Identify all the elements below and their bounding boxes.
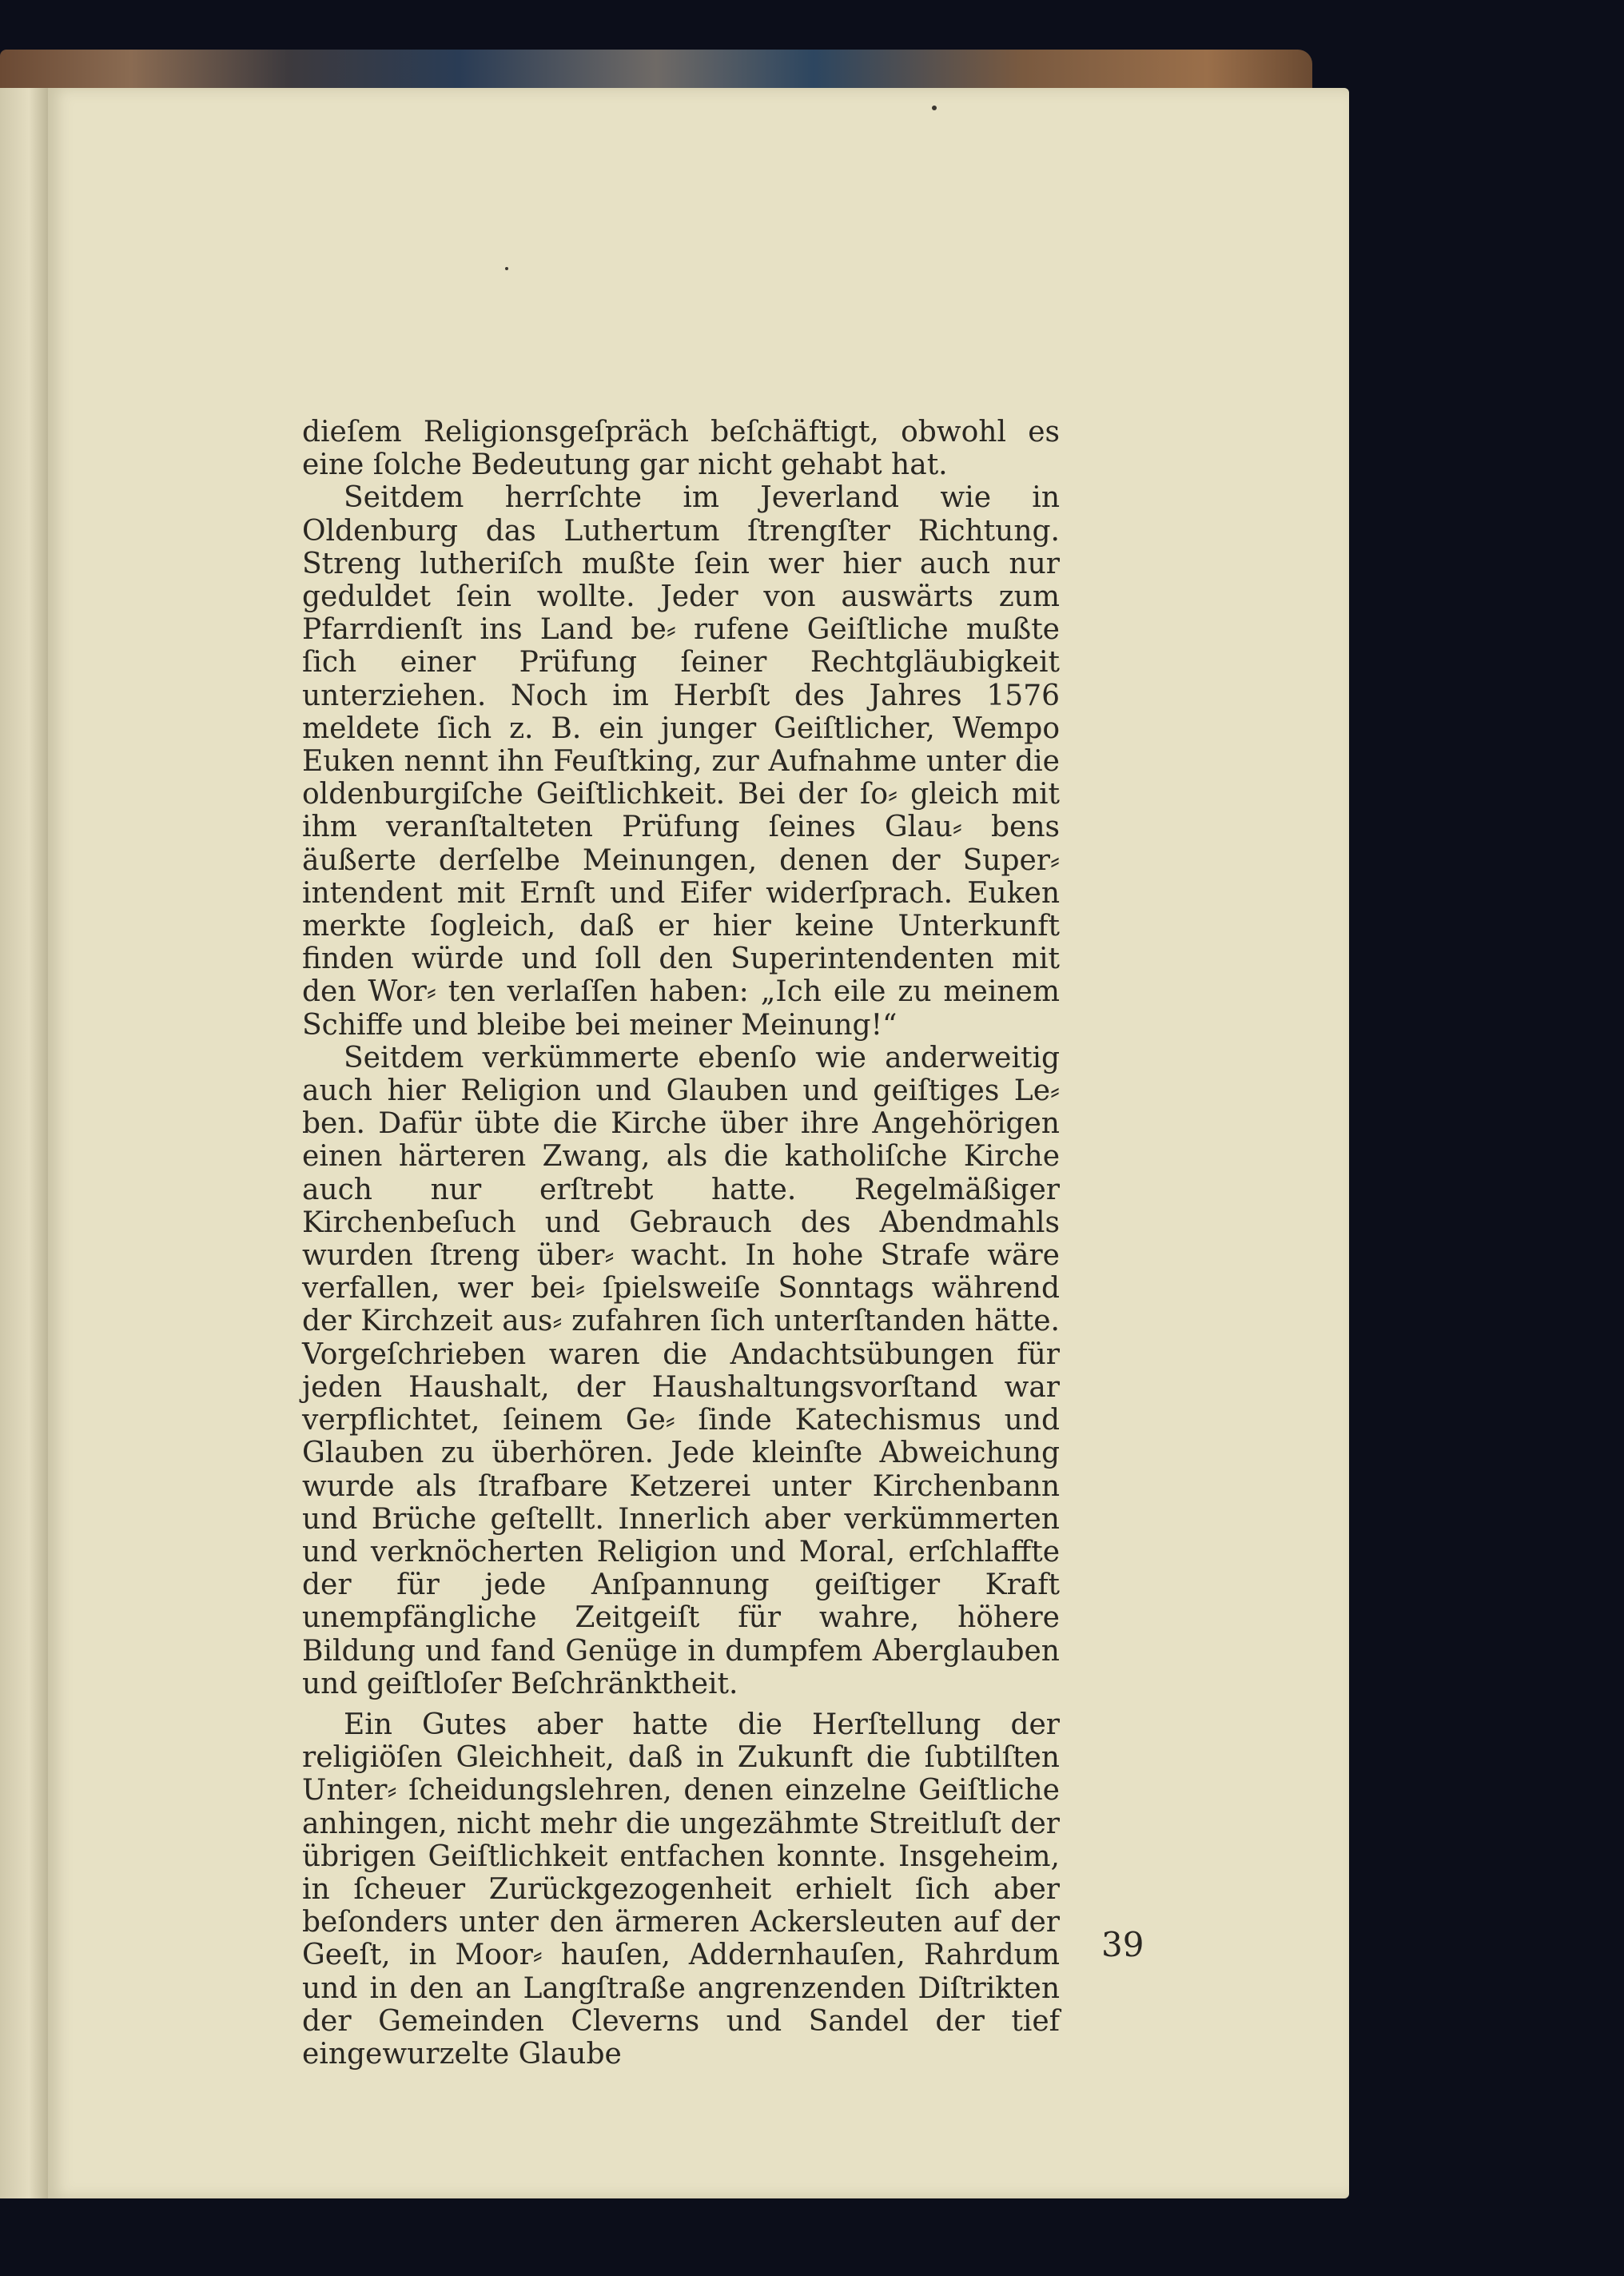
book-page bbox=[48, 88, 1349, 2198]
paragraph-2: Seitdem herrſchte im Jeverland wie in Oldenburg das Luthertum ſtrengſter Richtung. Streng lutheriſch mußte ſein wer hier auch nur geduldet ſein wollte. Jeder von auswärts zum Pfarrdienſt ins Land be⸗ rufene Geiſtliche mußte ſich einer Prüfung ſeiner Rechtgläubigkeit unterziehen. Noch im Herbſt des Jahres 1576 meldete ſich z. B. ein junger Geiſtlicher, Wempo Euken nennt ihn Feuſtking, zur Aufnahme unter die oldenburgiſche Geiſtlichkeit. Bei der ſo⸗ gleich mit ihm veranſtalteten Prüfung ſeines Glau⸗ bens äußerte derſelbe Meinungen, denen der Super⸗ intendent mit Ernſt und Eifer widerſprach. Euken merkte ſogleich, daß er hier keine Unterkunft finden würde und ſoll den Superintendenten mit den Wor⸗ ten verlaſſen haben: „Ich eile zu meinem Schiffe und bleibe bei meiner Meinung!“ bbox=[302, 481, 1060, 1042]
paragraph-4: Ein Gutes aber hatte die Herſtellung der religiöſen Gleichheit, daß in Zukunft die ſubtilſten Unter⸗ ſcheidungslehren, denen einzelne Geiſtliche anhingen, nicht mehr die ungezähmte Streitluſt der übrigen Geiſtlichkeit entfachen konnte. Insgeheim, in ſcheuer Zurückgezogenheit erhielt ſich aber beſonders unter den ärmeren Ackersleuten auf der Geeſt, in Moor⸗ hauſen, Addernhauſen, Rahrdum und in den an Langſtraße angrenzenden Diſtrikten der Gemeinden Cleverns und Sandel der tief eingewurzelte Glaube bbox=[302, 1708, 1060, 2071]
paragraph-3: Seitdem verkümmerte ebenſo wie anderweitig auch hier Religion und Glauben und geiſtiges Le⸗ ben. Dafür übte die Kirche über ihre Angehörigen einen härteren Zwang, als die katholiſche Kirche auch nur erſtrebt hatte. Regelmäßiger Kirchenbeſuch und Gebrauch des Abendmahls wurden ſtreng über⸗ wacht. In hohe Strafe wäre verfallen, wer bei⸗ ſpielsweiſe Sonntags während der Kirchzeit aus⸗ zufahren ſich unterſtanden hätte. Vorgeſchrieben waren die Andachtsübungen für jeden Haushalt, der Haushaltungsvorſtand war verpflichtet, ſeinem Ge⸗ ſinde Katechismus und Glauben zu überhören. Jede kleinſte Abweichung wurde als ſtrafbare Ketzerei unter Kirchenbann und Brüche geſtellt. Innerlich aber verkümmerten und verknöcherten Religion und Moral, erſchlaffte der für jede Anſpannung geiſtiger Kraft unempfängliche Zeitgeiſt für wahre, höhere Bildung und fand Genüge in dumpfem Aberglauben und geiſtloſer Beſchränktheit. bbox=[302, 1041, 1060, 1700]
page-number: 39 bbox=[1101, 1925, 1144, 1964]
body-text bbox=[302, 416, 1060, 2071]
paragraph-1: dieſem Religionsgeſpräch beſchäftigt, obwohl es eine ſolche Bedeutung gar nicht gehabt hat. bbox=[302, 416, 1060, 482]
facing-page-edge bbox=[0, 88, 50, 2198]
paper-speck bbox=[932, 106, 937, 110]
paper-speck bbox=[505, 267, 508, 270]
